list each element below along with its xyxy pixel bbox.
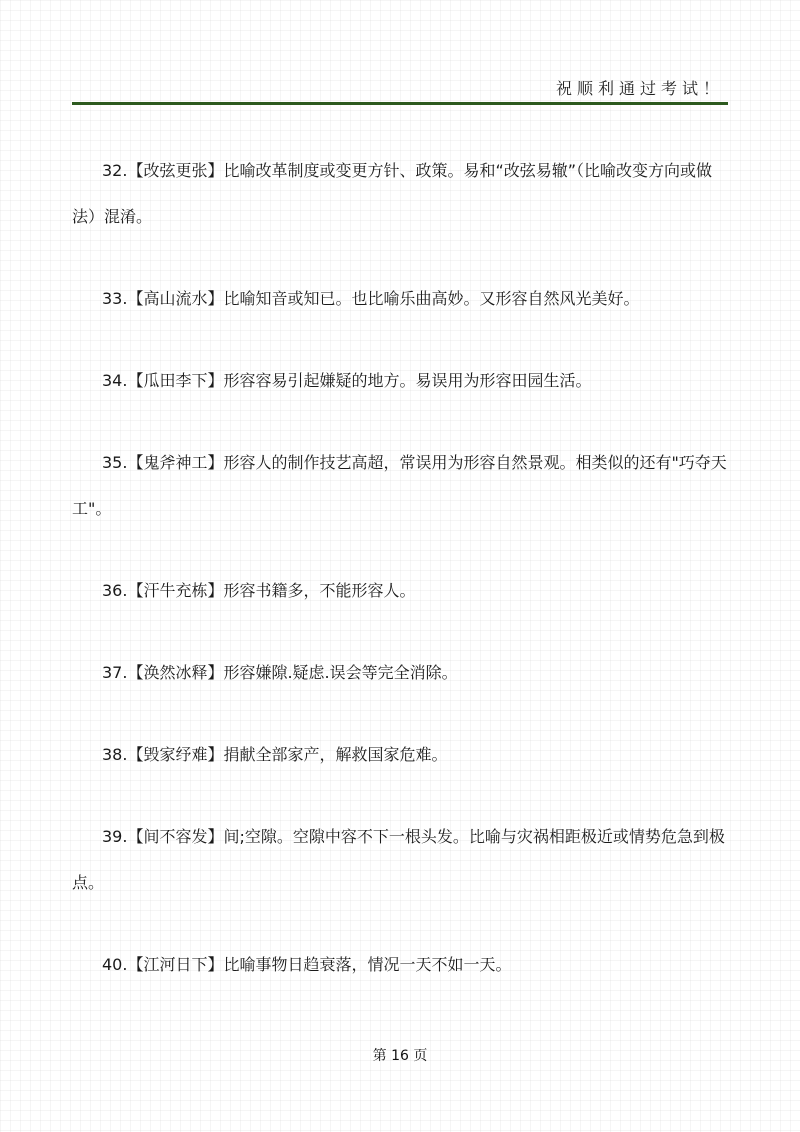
idiom-list (72, 148, 732, 1024)
page-number: 第 16 页 (372, 1048, 428, 1064)
idiom-entry-34: 34.【瓜田李下】形容容易引起嫌疑的地方。易误用为形容田园生活。 (102, 371, 592, 390)
header-divider (72, 102, 728, 105)
idiom-entry-32: 32.【改弦更张】比喻改革制度或变更方针、政策。易和“改弦易辙”（比喻改变方向或做法）混淆。 (72, 161, 713, 226)
idiom-entry-40: 40.【江河日下】比喻事物日趋衰落，情况一天不如一天。 (102, 955, 512, 974)
idiom-entry-35: 35.【鬼斧神工】形容人的制作技艺高超，常误用为形容自然景观。相类似的还有"巧夺天工"。 (72, 453, 727, 518)
header-motto: 祝顺利通过考试！ (555, 79, 724, 98)
idiom-entry-33: 33.【高山流水】比喻知音或知已。也比喻乐曲高妙。又形容自然风光美好。 (102, 289, 640, 308)
idiom-entry-36: 36.【汗牛充栋】形容书籍多，不能形容人。 (102, 581, 416, 600)
idiom-entry-38: 38.【毁家纾难】捐献全部家产，解救国家危难。 (102, 745, 448, 764)
idiom-entry-37: 37.【涣然冰释】形容嫌隙.疑虑.误会等完全消除。 (102, 663, 458, 682)
idiom-entry-39: 39.【间不容发】间;空隙。空隙中容不下一根头发。比喻与灾祸相距极近或情势危急到极点。 (72, 827, 725, 892)
